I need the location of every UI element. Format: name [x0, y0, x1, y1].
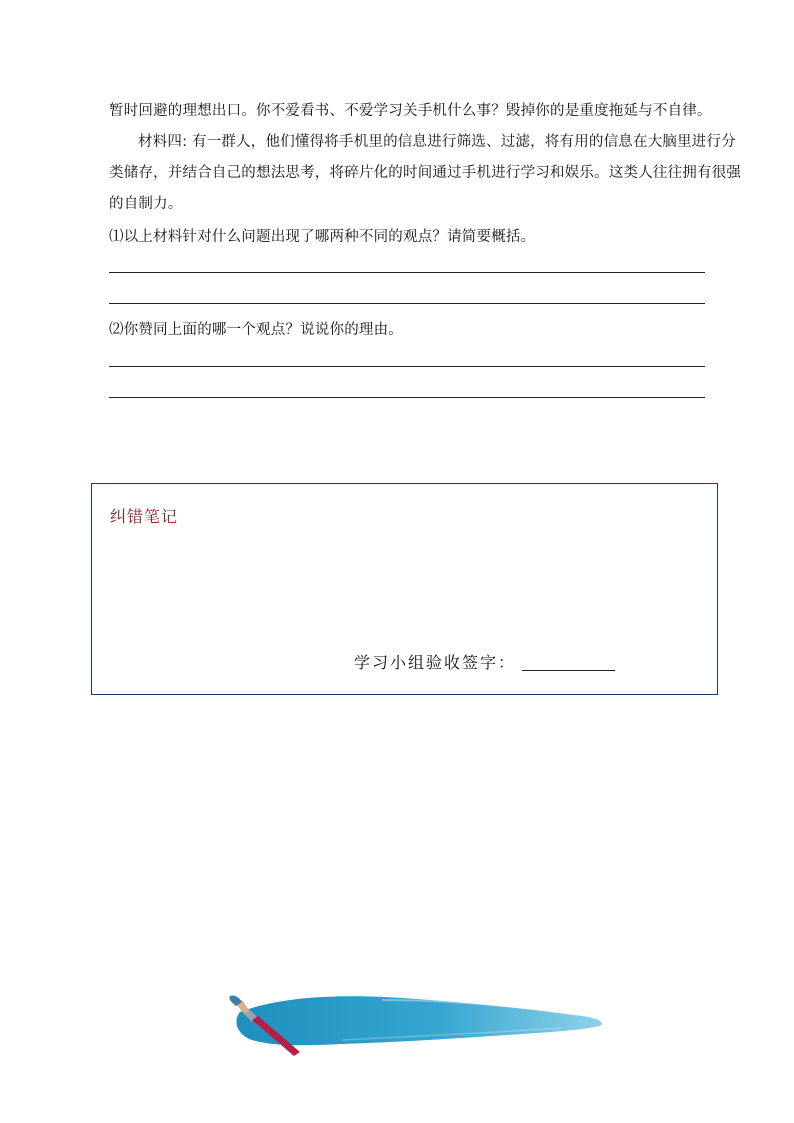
material-line-2: 材料四: 有一群人，他们懂得将手机里的信息进行筛选、过滤，将有用的信息在大脑里进行分 [138, 134, 736, 150]
group-signature-label: 学习小组验收签字： [354, 653, 517, 672]
material-line-1: 暂时回避的理想出口。你不爱看书、不爱学习关手机什么事？毁掉你的是重度拖延与不自律。 [109, 103, 712, 119]
answer-line-1b[interactable] [109, 303, 705, 304]
question-2: ⑵你赞同上面的哪一个观点？说说你的理由。 [109, 322, 403, 338]
paintbrush-stroke-icon [222, 990, 612, 1060]
question-1: ⑴以上材料针对什么问题出现了哪两种不同的观点？请简要概括。 [109, 229, 536, 245]
group-signature-line[interactable] [522, 670, 615, 671]
material-line-3: 类储存，并结合自己的想法思考，将碎片化的时间通过手机进行学习和娱乐。这类人往往拥有很强 [109, 165, 742, 181]
correction-notes-title: 纠错笔记 [110, 507, 179, 526]
answer-line-1a[interactable] [109, 272, 705, 273]
material-line-4: 的自制力。 [109, 196, 183, 212]
answer-line-2a[interactable] [109, 366, 705, 367]
correction-notes-box[interactable] [91, 483, 718, 695]
answer-line-2b[interactable] [109, 397, 705, 398]
